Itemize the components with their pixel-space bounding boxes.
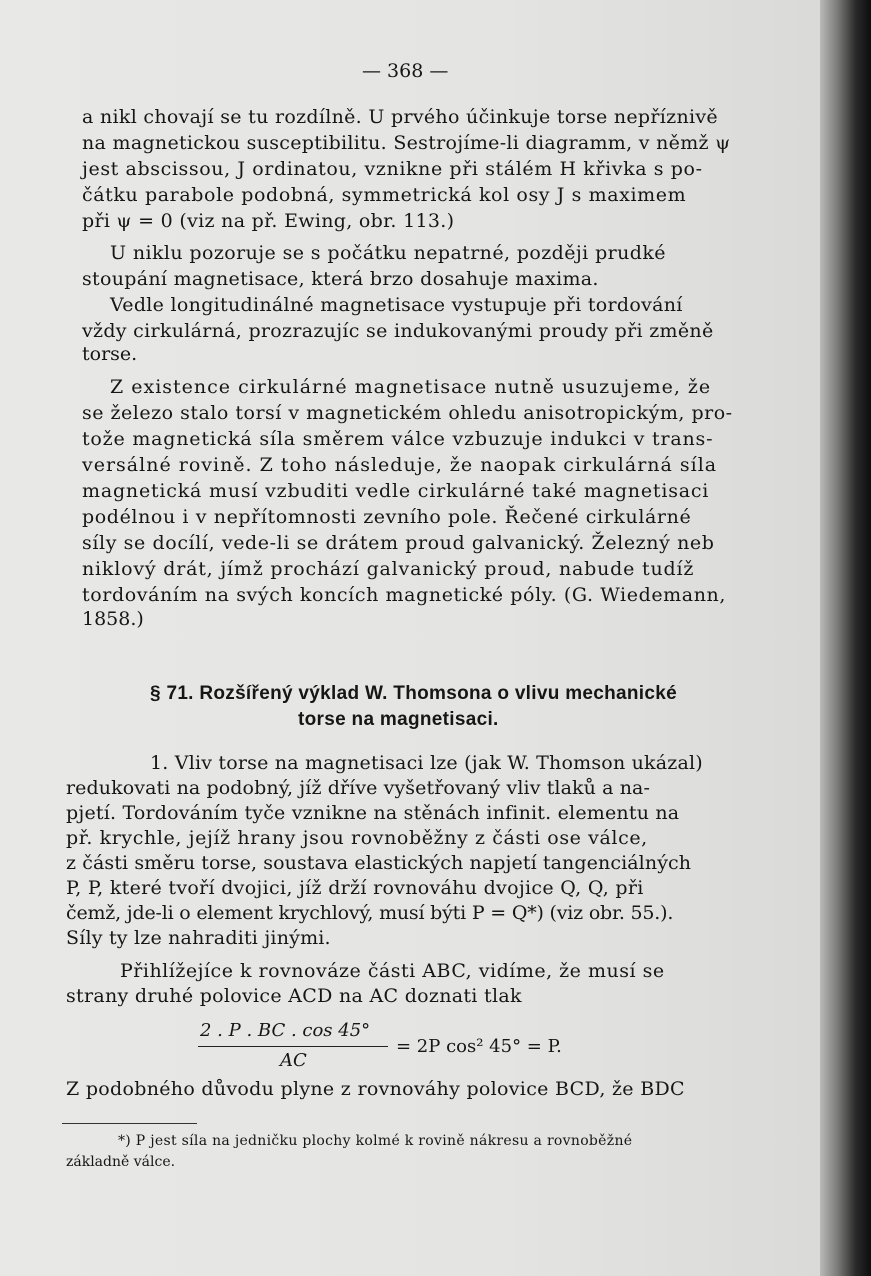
text-line: tože magnetická síla směrem válce vzbuzuje indukci v trans- xyxy=(82,428,714,450)
text-line: strany druhé polovice ACD na AC doznati tlak xyxy=(66,985,522,1007)
text-line: podélnou i v nepřítomnosti zevního pole. Řečené cirkulárné xyxy=(82,506,692,528)
section-heading-continued: torse na magnetisaci. xyxy=(298,709,499,730)
section-heading: § 71. Rozšířený výklad W. Thomsona o vlivu mechanické xyxy=(150,683,677,704)
text-line: stoupání magnetisace, která brzo dosahuje maxima. xyxy=(82,268,599,290)
text-line: při ψ = 0 (viz na př. Ewing, obr. 113.) xyxy=(82,210,455,232)
text-line: a nikl chovají se tu rozdílně. U prvého účinkuje torse nepříznivě xyxy=(82,106,718,128)
text-line: 1858.) xyxy=(82,608,144,630)
text-line: Přihlížejíce k rovnováze části ABC, vidíme, že musí se xyxy=(120,960,665,982)
fraction-bar xyxy=(198,1046,388,1047)
text-line: P, P, které tvoří dvojici, jíž drží rovnováhu dvojice Q, Q, při xyxy=(66,877,644,899)
formula-numerator: 2 . P . BC . cos 45° xyxy=(200,1020,371,1041)
footnote-rule xyxy=(62,1123,197,1124)
text-line: magnetická musí vzbuditi vedle cirkulárné také magnetisaci xyxy=(82,480,710,502)
text-line: vždy cirkulárná, prozrazujíc se indukovanými proudy při změně xyxy=(82,320,714,342)
text-line: versálné rovině. Z toho následuje, že naopak cirkulárná síla xyxy=(82,454,718,476)
page-number: — 368 — xyxy=(362,60,449,82)
text-line: torse. xyxy=(82,343,138,365)
text-line: čátku parabole podobná, symmetrická kol osy J s maximem xyxy=(82,184,687,206)
footnote-line: základně válce. xyxy=(66,1154,176,1170)
text-line: niklový drát, jímž prochází galvanický proud, nabude tudíž xyxy=(82,558,695,580)
text-line: na magnetickou susceptibilitu. Sestrojíme-li diagramm, v němž ψ xyxy=(82,132,731,154)
text-line: U niklu pozoruje se s počátku nepatrné, později prudké xyxy=(110,242,666,264)
text-line: př. krychle, jejíž hrany jsou rovnoběžny z části ose válce, xyxy=(66,827,648,849)
text-line: síly se docílí, vede-li se drátem proud galvanický. Železný neb xyxy=(82,532,715,554)
text-line: redukovati na podobný, jíž dříve vyšetřovaný vliv tlaků a na- xyxy=(66,777,650,799)
text-line: tordováním na svých koncích magnetické póly. (G. Wiedemann, xyxy=(82,584,727,606)
text-line: se železo stalo torsí v magnetickém ohledu anisotropickým, pro- xyxy=(82,402,733,424)
text-line: Z podobného důvodu plyne z rovnováhy polovice BCD, že BDC xyxy=(66,1078,685,1100)
book-spine xyxy=(820,0,871,1276)
formula-denominator: AC xyxy=(280,1050,307,1071)
text-line: z části směru torse, soustava elastických napjetí tangenciálných xyxy=(66,852,692,874)
formula-result: = 2P cos² 45° = P. xyxy=(396,1036,562,1057)
text-line: pjetí. Tordováním tyče vznikne na stěnách infinit. elementu na xyxy=(66,802,680,824)
text-line: jest abscissou, J ordinatou, vznikne při stálém H křivka s po- xyxy=(82,158,703,180)
text-line: Z existence cirkulárné magnetisace nutně usuzujeme, že xyxy=(110,376,712,398)
text-line: Síly ty lze nahraditi jinými. xyxy=(66,927,331,949)
text-line: 1. Vliv torse na magnetisaci lze (jak W. Thomson ukázal) xyxy=(150,752,703,774)
text-line: čemž, jde-li o element krychlový, musí býti P = Q*) (viz obr. 55.). xyxy=(66,902,674,924)
text-line: Vedle longitudinálné magnetisace vystupuje při tordování xyxy=(110,294,683,316)
footnote-line: *) P jest síla na jedničku plochy kolmé k rovině nákresu a rovnoběžné xyxy=(118,1133,633,1149)
